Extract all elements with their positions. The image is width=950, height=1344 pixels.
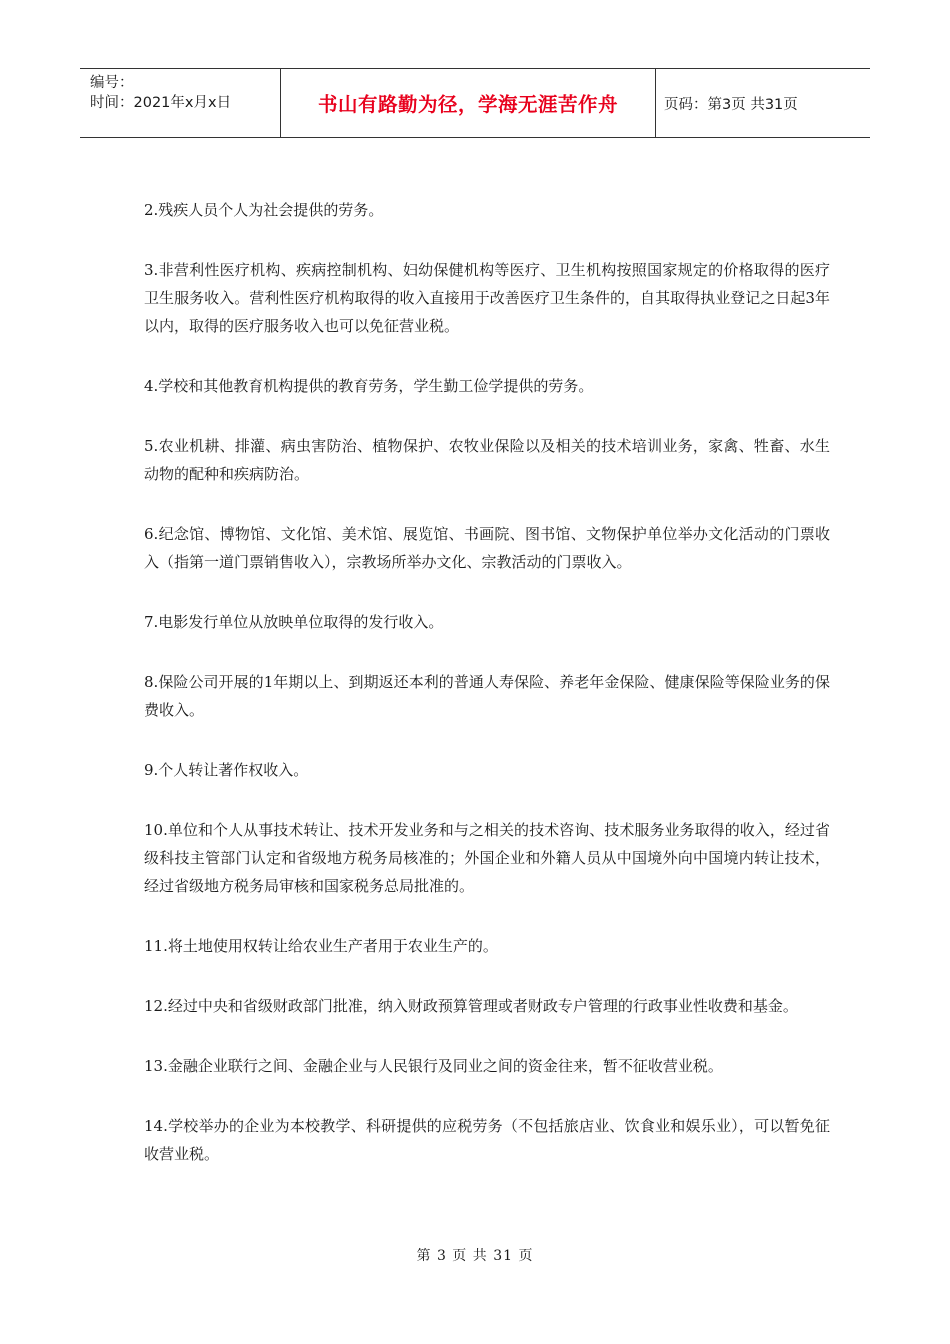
paragraph-item-6: 6.纪念馆、博物馆、文化馆、美术馆、展览馆、书画院、图书馆、文物保护单位举办文化活动的门票收入（指第一道门票销售收入），宗教场所举办文化、宗教活动的门票收入。 xyxy=(144,525,830,571)
document-body xyxy=(144,196,830,1200)
paragraph-item-2: 2.残疾人员个人为社会提供的劳务。 xyxy=(144,201,384,219)
header-motto-cell xyxy=(281,69,656,137)
paragraph-item-7: 7.电影发行单位从放映单位取得的发行收入。 xyxy=(144,613,444,631)
paragraph-item-9: 9.个人转让著作权收入。 xyxy=(144,761,309,779)
paragraph-item-4: 4.学校和其他教育机构提供的教育劳务，学生勤工俭学提供的劳务。 xyxy=(144,377,594,395)
page-header xyxy=(80,68,870,138)
paragraph-item-14: 14.学校举办的企业为本校教学、科研提供的应税劳务（不包括旅店业、饮食业和娱乐业），可以暂免征收营业税。 xyxy=(144,1117,830,1163)
paragraph-item-8: 8.保险公司开展的1年期以上、到期返还本利的普通人寿保险、养老年金保险、健康保险等保险业务的保费收入。 xyxy=(144,673,830,719)
paragraph-item-13: 13.金融企业联行之间、金融企业与人民银行及同业之间的资金往来，暂不征收营业税。 xyxy=(144,1057,723,1075)
document-number-label: 编号： xyxy=(90,75,134,91)
paragraph-item-5: 5.农业机耕、排灌、病虫害防治、植物保护、农牧业保险以及相关的技术培训业务，家禽、牲畜、水生动物的配种和疾病防治。 xyxy=(144,437,830,483)
paragraph-item-10: 10.单位和个人从事技术转让、技术开发业务和与之相关的技术咨询、技术服务业务取得的收入，经过省级科技主管部门认定和省级地方税务局核准的；外国企业和外籍人员从中国境外向中国境内转让技术，经过省级地方税务局审核和国家税务总局批准的。 xyxy=(144,821,830,895)
header-meta xyxy=(80,69,281,137)
paragraph-item-3: 3.非营利性医疗机构、疾病控制机构、妇幼保健机构等医疗、卫生机构按照国家规定的价格取得的医疗卫生服务收入。营利性医疗机构取得的收入直接用于改善医疗卫生条件的，自其取得执业登记之日起3年以内，取得的医疗服务收入也可以免征营业税。 xyxy=(144,261,830,335)
page-footer: 第 3 页 共 31 页 xyxy=(416,1248,534,1264)
paragraph-item-12: 12.经过中央和省级财政部门批准，纳入财政预算管理或者财政专户管理的行政事业性收费和基金。 xyxy=(144,997,798,1015)
document-date: 时间：2021年x月x日 xyxy=(90,95,232,111)
header-page-info xyxy=(656,69,870,137)
motto-text: 书山有路勤为径，学海无涯苦作舟 xyxy=(317,93,618,116)
paragraph-item-11: 11.将土地使用权转让给农业生产者用于农业生产的。 xyxy=(144,937,498,955)
page-info-text: 页码：第3页 共31页 xyxy=(664,96,798,113)
